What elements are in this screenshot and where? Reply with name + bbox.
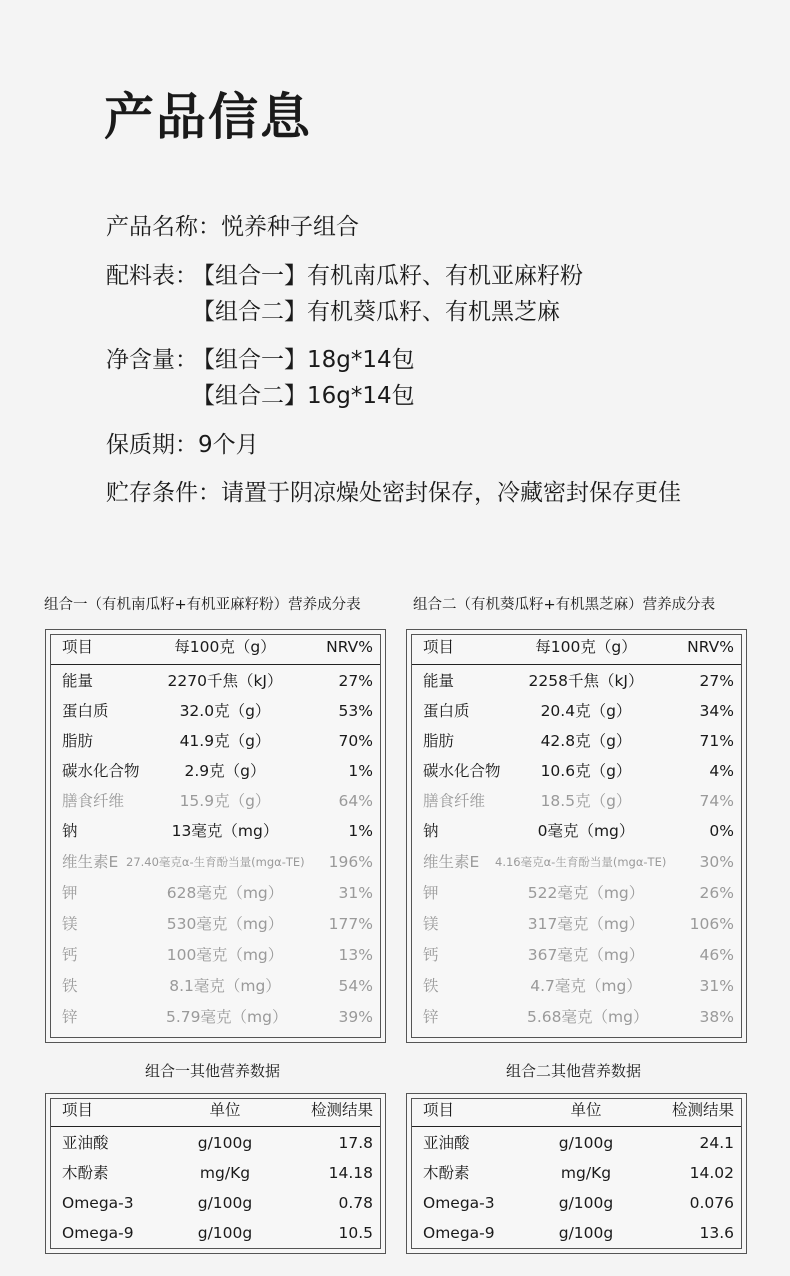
row-result: 13.6: [699, 1224, 734, 1242]
row-value: 530毫克（mg）: [166, 915, 284, 933]
row-nrv: 1%: [348, 762, 373, 780]
table-header: [407, 632, 746, 662]
header-per100g: 每100克（g）: [174, 638, 276, 656]
table-row: [46, 847, 385, 877]
row-value: 5.68毫克（mg）: [527, 1008, 649, 1026]
ingredients-label: 配料表：: [106, 263, 198, 289]
header-result: 检测结果: [310, 1101, 373, 1119]
row-item: 脂肪: [423, 732, 455, 750]
row-item: Omega-3: [423, 1194, 495, 1212]
ingredients-block: [106, 263, 706, 333]
row-item: 钠: [62, 822, 78, 840]
row-unit: g/100g: [197, 1134, 253, 1152]
storage-line: [106, 480, 681, 508]
row-value: 317毫克（mg）: [527, 915, 645, 933]
row-item: 镁: [62, 915, 78, 933]
product-name-value: 悦养种子组合: [221, 214, 359, 240]
net-content-block: [106, 347, 706, 417]
table-row: [407, 940, 746, 970]
storage-label: 贮存条件：: [106, 480, 221, 506]
row-unit: g/100g: [197, 1194, 253, 1212]
row-nrv: 70%: [338, 732, 373, 750]
table-row: [407, 756, 746, 786]
row-nrv: 71%: [699, 732, 734, 750]
table-row: [407, 726, 746, 756]
table-row: [46, 1128, 385, 1158]
row-nrv: 26%: [699, 884, 734, 902]
table-row: [407, 1158, 746, 1188]
header-unit: 单位: [570, 1101, 602, 1119]
table-row: [46, 816, 385, 846]
row-result: 0.78: [338, 1194, 373, 1212]
row-result: 14.18: [328, 1164, 373, 1182]
row-item: 能量: [423, 672, 455, 690]
row-value: 5.79毫克（mg）: [166, 1008, 288, 1026]
other-table-1-title: 组合一其他营养数据: [145, 1062, 281, 1080]
row-value: 0毫克（mg）: [537, 822, 635, 840]
table-row: [46, 909, 385, 939]
row-nrv: 27%: [338, 672, 373, 690]
table-row: [407, 1128, 746, 1158]
row-nrv: 1%: [348, 822, 373, 840]
row-item: 镁: [423, 915, 439, 933]
row-item: 碳水化合物: [62, 762, 140, 780]
row-nrv: 31%: [338, 884, 373, 902]
row-nrv: 30%: [699, 853, 734, 871]
row-item: 钾: [423, 884, 439, 902]
row-value: 628毫克（mg）: [166, 884, 284, 902]
row-item: Omega-3: [62, 1194, 134, 1212]
row-nrv: 177%: [328, 915, 373, 933]
row-value: 42.8克（g）: [540, 732, 632, 750]
row-item: 膳食纤维: [62, 792, 125, 810]
table-row: [46, 971, 385, 1001]
table-row: [46, 726, 385, 756]
row-nrv: 46%: [699, 946, 734, 964]
table-row: [407, 878, 746, 908]
row-value: 2258千焦（kJ）: [528, 672, 644, 690]
row-item: Omega-9: [62, 1224, 134, 1242]
row-value: 27.40毫克α-生育酚当量(mgα-TE): [126, 855, 305, 869]
header-item: 项目: [62, 638, 94, 656]
row-result: 17.8: [338, 1134, 373, 1152]
table-row: [407, 1002, 746, 1032]
table-row: [407, 1218, 746, 1248]
header-result: 检测结果: [671, 1101, 734, 1119]
other-table-2: [406, 1093, 747, 1254]
table-row: [46, 756, 385, 786]
row-item: 脂肪: [62, 732, 94, 750]
header-per100g: 每100克（g）: [535, 638, 637, 656]
row-value: 13毫克（mg）: [171, 822, 279, 840]
net-content-combo-2: 【组合二】16g*14包: [192, 383, 415, 409]
table-row: [407, 666, 746, 696]
row-item: 钙: [62, 946, 78, 964]
header-nrv: NRV%: [326, 638, 373, 656]
row-item: 维生素E: [423, 853, 480, 871]
table-row: [46, 1002, 385, 1032]
table-row: [46, 1158, 385, 1188]
shelf-life-label: 保质期：: [106, 432, 198, 458]
row-nrv: 196%: [328, 853, 373, 871]
row-nrv: 106%: [689, 915, 734, 933]
table-row: [407, 971, 746, 1001]
row-item: 木酚素: [62, 1164, 109, 1182]
table-row: [46, 878, 385, 908]
table-header: [407, 1095, 746, 1125]
row-value: 8.1毫克（mg）: [169, 977, 281, 995]
row-value: 367毫克（mg）: [527, 946, 645, 964]
ingredients-combo-1: 【组合一】有机南瓜籽、有机亚麻籽粉: [192, 263, 583, 289]
row-result: 14.02: [689, 1164, 734, 1182]
row-value: 32.0克（g）: [179, 702, 271, 720]
header-item: 项目: [62, 1101, 94, 1119]
row-item: 锌: [423, 1008, 439, 1026]
row-unit: g/100g: [558, 1134, 614, 1152]
row-nrv: 27%: [699, 672, 734, 690]
row-item: Omega-9: [423, 1224, 495, 1242]
row-value: 2270千焦（kJ）: [167, 672, 283, 690]
storage-value: 请置于阴凉燥处密封保存，冷藏密封保存更佳: [221, 480, 681, 506]
row-nrv: 53%: [338, 702, 373, 720]
row-item: 亚油酸: [62, 1134, 109, 1152]
row-nrv: 4%: [709, 762, 734, 780]
nutrition-table-1-title: 组合一（有机南瓜籽+有机亚麻籽粉）营养成分表: [44, 597, 361, 613]
row-value: 41.9克（g）: [179, 732, 271, 750]
row-item: 锌: [62, 1008, 78, 1026]
product-name-label: 产品名称：: [106, 214, 221, 240]
row-item: 铁: [62, 977, 78, 995]
row-nrv: 31%: [699, 977, 734, 995]
row-unit: mg/Kg: [199, 1164, 251, 1182]
header-item: 项目: [423, 1101, 455, 1119]
table-row: [407, 1188, 746, 1218]
row-item: 蛋白质: [423, 702, 470, 720]
row-nrv: 54%: [338, 977, 373, 995]
row-item: 维生素E: [62, 853, 119, 871]
row-result: 24.1: [699, 1134, 734, 1152]
row-value: 20.4克（g）: [540, 702, 632, 720]
row-result: 10.5: [338, 1224, 373, 1242]
row-unit: g/100g: [558, 1194, 614, 1212]
ingredients-combo-2: 【组合二】有机葵瓜籽、有机黑芝麻: [192, 299, 560, 325]
row-value: 4.16毫克α-生育酚当量(mgα-TE): [495, 855, 667, 869]
table-row: [46, 1218, 385, 1248]
row-item: 亚油酸: [423, 1134, 470, 1152]
other-table-1: [45, 1093, 386, 1254]
row-item: 铁: [423, 977, 439, 995]
table-row: [46, 1188, 385, 1218]
row-value: 10.6克（g）: [540, 762, 632, 780]
row-value: 15.9克（g）: [179, 792, 271, 810]
row-item: 钠: [423, 822, 439, 840]
table-header: [46, 1095, 385, 1125]
table-row: [407, 786, 746, 816]
row-nrv: 34%: [699, 702, 734, 720]
table-row: [407, 816, 746, 846]
table-row: [46, 696, 385, 726]
header-unit: 单位: [209, 1101, 241, 1119]
row-unit: mg/Kg: [560, 1164, 612, 1182]
table-row: [46, 666, 385, 696]
product-name-line: [106, 214, 359, 242]
net-content-combo-1: 【组合一】18g*14包: [192, 347, 415, 373]
table-header: [46, 632, 385, 662]
row-value: 4.7毫克（mg）: [530, 977, 642, 995]
table-row: [407, 847, 746, 877]
row-item: 碳水化合物: [423, 762, 501, 780]
row-unit: g/100g: [197, 1224, 253, 1242]
row-item: 膳食纤维: [423, 792, 486, 810]
row-value: 2.9克（g）: [184, 762, 266, 780]
nutrition-table-2-title: 组合二（有机葵瓜籽+有机黑芝麻）营养成分表: [413, 597, 716, 613]
row-item: 钾: [62, 884, 78, 902]
other-table-2-title: 组合二其他营养数据: [506, 1062, 642, 1080]
row-value: 18.5克（g）: [540, 792, 632, 810]
table-row: [407, 696, 746, 726]
row-nrv: 74%: [699, 792, 734, 810]
row-unit: g/100g: [558, 1224, 614, 1242]
row-nrv: 13%: [338, 946, 373, 964]
row-item: 木酚素: [423, 1164, 470, 1182]
row-nrv: 39%: [338, 1008, 373, 1026]
header-item: 项目: [423, 638, 455, 656]
row-nrv: 0%: [709, 822, 734, 840]
shelf-life-value: 9个月: [198, 432, 259, 458]
table-row: [46, 940, 385, 970]
row-item: 钙: [423, 946, 439, 964]
nutrition-table-2: [406, 629, 747, 1043]
row-nrv: 64%: [338, 792, 373, 810]
net-content-label: 净含量：: [106, 347, 198, 373]
row-item: 蛋白质: [62, 702, 109, 720]
page-title: 产品信息: [104, 88, 312, 146]
shelf-life-line: [106, 432, 259, 460]
row-value: 100毫克（mg）: [166, 946, 284, 964]
row-item: 能量: [62, 672, 94, 690]
row-nrv: 38%: [699, 1008, 734, 1026]
table-row: [46, 786, 385, 816]
row-value: 522毫克（mg）: [527, 884, 645, 902]
header-nrv: NRV%: [687, 638, 734, 656]
row-result: 0.076: [689, 1194, 734, 1212]
table-row: [407, 909, 746, 939]
nutrition-table-1: [45, 629, 386, 1043]
